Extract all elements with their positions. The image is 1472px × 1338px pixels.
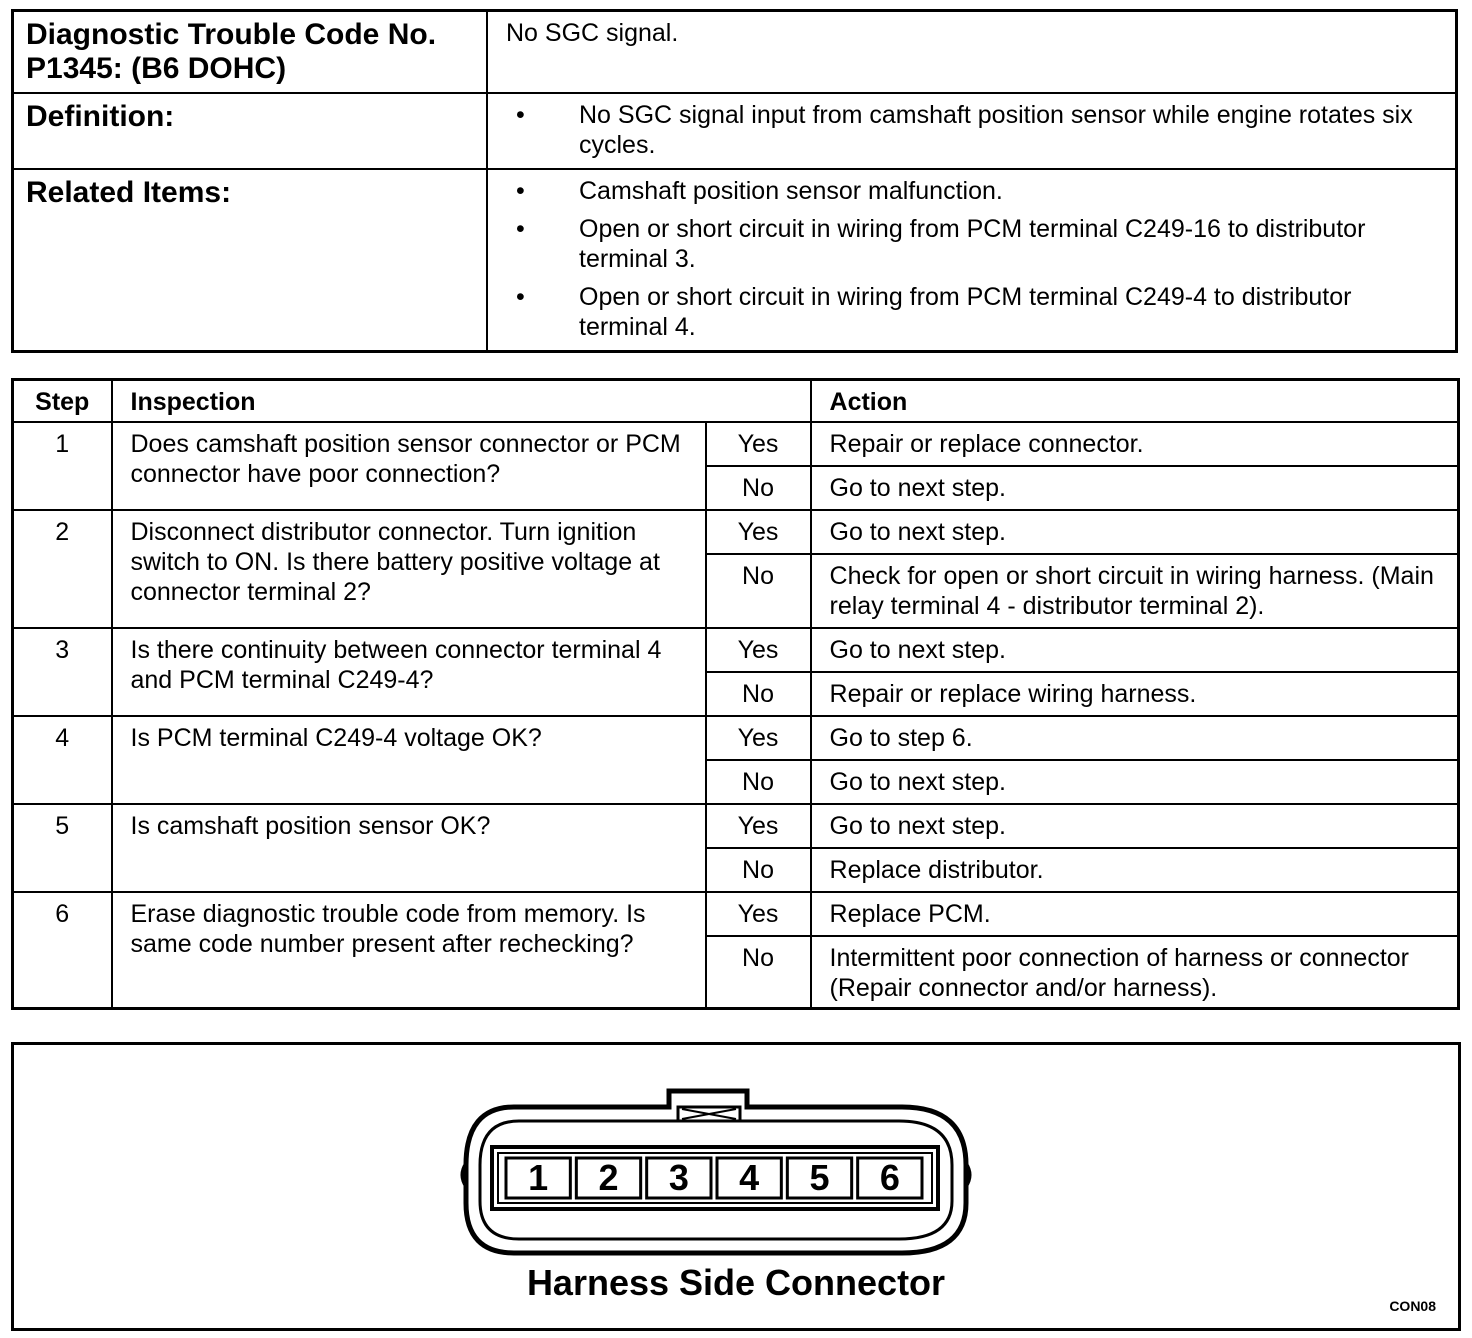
step-number: 1	[13, 422, 112, 510]
no-action: Check for open or short circuit in wiring harness. (Main relay terminal 4 - distributor terminal 2).	[811, 554, 1459, 628]
dtc-code-row	[13, 11, 1457, 93]
dtc-definition-row	[13, 93, 1457, 169]
definition-value	[487, 93, 1457, 169]
pin-number: 2	[598, 1157, 619, 1198]
step-number: 2	[13, 510, 112, 628]
pin-number: 6	[879, 1157, 900, 1198]
yes-label: Yes	[706, 510, 811, 554]
related-item: • Open or short circuit in wiring from PCM terminal C249-16 to distributor terminal 3.	[506, 214, 1443, 274]
no-action: Intermittent poor connection of harness or connector (Repair connector and/or harness).	[811, 936, 1459, 1009]
no-label: No	[706, 848, 811, 892]
connector-pin-group	[506, 1157, 922, 1198]
no-label: No	[706, 466, 811, 510]
no-action: Go to next step.	[811, 760, 1459, 804]
pin-cavity-frame	[492, 1147, 938, 1209]
figure-code: CON08	[1389, 1298, 1436, 1314]
dtc-info-table	[11, 9, 1458, 353]
yes-label: Yes	[706, 422, 811, 466]
step-row-yes	[13, 804, 1459, 848]
dtc-related-row	[13, 169, 1457, 352]
inspection-text: Disconnect distributor connector. Turn ignition switch to ON. Is there battery positive voltage at connector terminal 2?	[112, 510, 706, 628]
definition-label: Definition:	[13, 93, 488, 169]
steps-header-row	[13, 380, 1459, 422]
no-action: Repair or replace wiring harness.	[811, 672, 1459, 716]
pin-number: 4	[739, 1157, 760, 1198]
yes-label: Yes	[706, 716, 811, 760]
related-item: • Open or short circuit in wiring from PCM terminal C249-4 to distributor terminal 4.	[506, 282, 1443, 342]
connector-diagram-panel	[11, 1042, 1461, 1331]
yes-action: Go to step 6.	[811, 716, 1459, 760]
no-label: No	[706, 554, 811, 628]
yes-action: Repair or replace connector.	[811, 422, 1459, 466]
related-items-value	[487, 169, 1457, 352]
action-header: Action	[811, 380, 1459, 422]
related-item: • Camshaft position sensor malfunction.	[506, 176, 1443, 206]
related-items-list	[506, 176, 1443, 342]
inspection-text: Erase diagnostic trouble code from memory. Is same code number present after rechecking?	[112, 892, 706, 1009]
dtc-code-label: Diagnostic Trouble Code No. P1345: (B6 DOHC)	[13, 11, 488, 93]
step-number: 3	[13, 628, 112, 716]
no-label: No	[706, 760, 811, 804]
dtc-code-value: No SGC signal.	[487, 11, 1457, 93]
step-row-yes	[13, 510, 1459, 554]
pin-number: 1	[528, 1157, 549, 1198]
definition-list	[506, 100, 1443, 160]
inspection-text: Is PCM terminal C249-4 voltage OK?	[112, 716, 706, 804]
no-action: Go to next step.	[811, 466, 1459, 510]
step-row-yes	[13, 716, 1459, 760]
step-row-yes	[13, 628, 1459, 672]
pin-number: 5	[809, 1157, 830, 1198]
yes-action: Go to next step.	[811, 804, 1459, 848]
no-label: No	[706, 672, 811, 716]
inspection-text: Does camshaft position sensor connector or PCM connector have poor connection?	[112, 422, 706, 510]
no-label: No	[706, 936, 811, 1009]
step-number: 4	[13, 716, 112, 804]
no-action: Replace distributor.	[811, 848, 1459, 892]
yes-action: Go to next step.	[811, 510, 1459, 554]
step-number: 5	[13, 804, 112, 892]
step-number: 6	[13, 892, 112, 1009]
inspection-header: Inspection	[112, 380, 811, 422]
step-header: Step	[13, 380, 112, 422]
inspection-text: Is there continuity between connector terminal 4 and PCM terminal C249-4?	[112, 628, 706, 716]
yes-label: Yes	[706, 804, 811, 848]
yes-label: Yes	[706, 628, 811, 672]
step-row-yes	[13, 422, 1459, 466]
step-row-yes	[13, 892, 1459, 936]
yes-action: Replace PCM.	[811, 892, 1459, 936]
pin-number: 3	[668, 1157, 689, 1198]
connector-caption: Harness Side Connector	[526, 1262, 946, 1303]
inspection-steps-table	[11, 378, 1460, 1010]
inspection-text: Is camshaft position sensor OK?	[112, 804, 706, 892]
related-items-label: Related Items:	[13, 169, 488, 352]
definition-item: • No SGC signal input from camshaft position sensor while engine rotates six cycles.	[506, 100, 1443, 160]
yes-label: Yes	[706, 892, 811, 936]
yes-action: Go to next step.	[811, 628, 1459, 672]
